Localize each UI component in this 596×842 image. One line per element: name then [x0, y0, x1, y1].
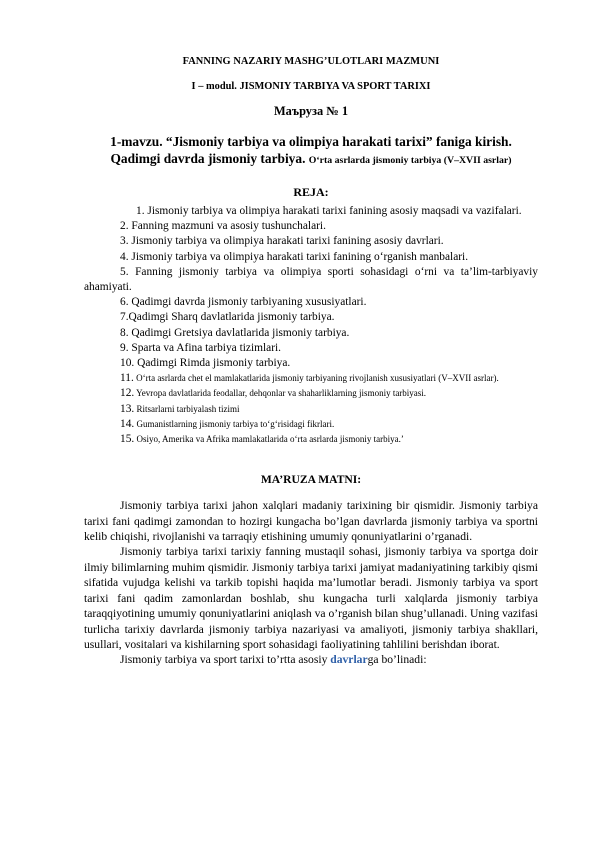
plan-item — [84, 234, 538, 249]
plan-item-text: Yevropa davlatlarida feodallar, dehqonlar va shaharliklarning jismoniy tarbiyasi. — [134, 388, 427, 399]
plan-item-text: O‘rta asrlarda chet el mamlakatlarida jismoniy tarbiyaning rivojlanish xususiyatlari (V–XVII asrlar). — [133, 373, 499, 384]
plan-item — [84, 417, 538, 432]
lecture-number: Маъруза № 1 — [273, 104, 349, 118]
topic-line-2-small: O‘rta asrlarda jismoniy tarbiya (V–XVII asrlar) — [308, 155, 512, 166]
plan-item-text: Gumanistlarning jismoniy tarbiya to‘g‘risidagi fikrlari. — [134, 418, 335, 429]
plan-item — [84, 371, 538, 386]
plan-item-number: 14. — [120, 417, 135, 430]
plan-item-number: 6. — [120, 296, 129, 309]
paragraph-3 — [84, 652, 538, 667]
paragraph-3-start: Jismoniy tarbiya va sport tarixi to’rtta asosiy — [120, 653, 331, 667]
plan-item-text: Qadimgi davrda jismoniy tarbiyaning xususiyatlari. — [128, 296, 367, 309]
highlighted-word: davrlar — [330, 653, 368, 667]
plan-item-text: Fanning mazmuni va asosiy tushunchalari. — [128, 220, 326, 233]
plan-item-text: Qadimgi Rimda jismoniy tarbiya. — [134, 357, 291, 370]
plan-item-number: 10. — [120, 357, 135, 370]
plan-item-text: Jismoniy tarbiya va olimpiya harakati tarixi fanining asosiy maqsadi va vazifalari. — [144, 205, 522, 217]
plan-item-text: Qadimgi Gretsiya davlatlarida jismoniy tarbiya. — [128, 326, 350, 339]
plan-item — [84, 295, 538, 310]
plan-item — [84, 250, 538, 265]
plan-item — [84, 341, 538, 356]
plan-item — [84, 326, 538, 341]
plan-item-number: 1. — [136, 205, 145, 217]
plan-item-number: 9. — [120, 341, 129, 354]
topic-line-2-main: Qadimgi davrda jismoniy tarbiya. — [110, 151, 309, 166]
plan-item-number: 3. — [120, 235, 129, 248]
plan-item — [84, 219, 538, 234]
plan-item-text: Qadimgi Sharq davlatlarida jismoniy tarbiya. — [128, 311, 335, 324]
plan-item — [84, 386, 538, 401]
paragraph-1: Jismoniy tarbiya tarixi jahon xalqlari madaniy tarixining bir qismidir. Jismoniy tarbiya tarixi fani qadimgi zamondan to hozirgi kungacha bo’lgan davrlarda jismoniy tarbiya va sportni kelib chiqishi, rivojlanishi va tarraqiy etishining umumiy qonuniyatlarini o’rganadi. — [84, 499, 538, 544]
plan-item-number: 5. — [120, 265, 129, 278]
main-title: FANNING NAZARIY MASHG’ULOTLARI MAZMUNI — [182, 56, 440, 67]
plan-item-number: 12. — [120, 387, 135, 400]
topic-line-2 — [68, 150, 554, 169]
lecture-text-heading: MA’RUZA MATNI: — [260, 473, 362, 487]
plan-item-text: Ritsarlarni tarbiyalash tizimi — [134, 403, 240, 414]
paragraph-3-end: ga bo’linadi: — [367, 653, 427, 667]
plan-item-number: 15. — [120, 433, 135, 446]
topic-title — [68, 133, 554, 169]
plan-list — [84, 204, 538, 447]
plan-item-text: Osiyo, Amerika va Afrika mamlakatlarida o‘rta asrlarda jismoniy tarbiya.’ — [134, 434, 404, 445]
plan-item — [84, 265, 538, 295]
plan-item — [84, 310, 538, 325]
plan-item-text: Jismoniy tarbiya va olimpiya harakati tarixi fanining o‘rganish manbalari. — [128, 250, 469, 263]
plan-item-number: 7. — [120, 311, 129, 324]
plan-item — [84, 432, 538, 447]
plan-item-text: Jismoniy tarbiya va olimpiya harakati tarixi fanining asosiy davrlari. — [128, 235, 444, 248]
plan-item-number: 13. — [120, 402, 135, 415]
plan-item-text: Fanning jismoniy tarbiya va olimpiya sporti sohasidagi o‘rni va ta’lim-tarbiyaviy ahamiyati. — [84, 265, 538, 294]
plan-item-number: 8. — [120, 326, 129, 339]
plan-item-number: 2. — [120, 220, 129, 233]
plan-item-number: 11. — [120, 372, 134, 385]
plan-item — [84, 204, 538, 219]
topic-line-1: 1-mavzu. “Jismoniy tarbiya va olimpiya harakati tarixi” faniga kirish. — [110, 134, 512, 149]
plan-heading: REJA: — [293, 185, 329, 199]
plan-item — [84, 356, 538, 371]
plan-item-text: Sparta va Afina tarbiya tizimlari. — [128, 341, 282, 354]
module-title: I – modul. JISMONIY TARBIYA VA SPORT TARIXI — [191, 81, 431, 92]
plan-item-number: 4. — [120, 250, 129, 263]
paragraph-2: Jismoniy tarbiya tarixi tarixiy fanning mustaqil sohasi, jismoniy tarbiya va sportga doir ilmiy bilimlarning muhim qismidir. Jismoniy tarbiya tarixi jamiyat madaniyatining tarkibiy qismi sifatida vujudga kelishi va tarkib topishi haqida ma’lumotlar beradi. Jismoniy tarbiya va sport tarixi fani qadim zamonlardan boshlab, shu kungacha turli xalqlarda jismoniy tarbiya taraqqiyotining umumiy qonuniyatlarini aniqlash va o’rganish bilan shug’ullanadi. Uning vazifasi turlicha tarixiy davrlarda jismoniy tarbiya nazariyasi va amaliyoti, jismoniy tarbiya shakllari, usullari, vositalari va kishilarning sport sohasidagi faoliyatining tahlilini berishdan iborat. — [84, 545, 538, 651]
plan-item — [84, 402, 538, 417]
